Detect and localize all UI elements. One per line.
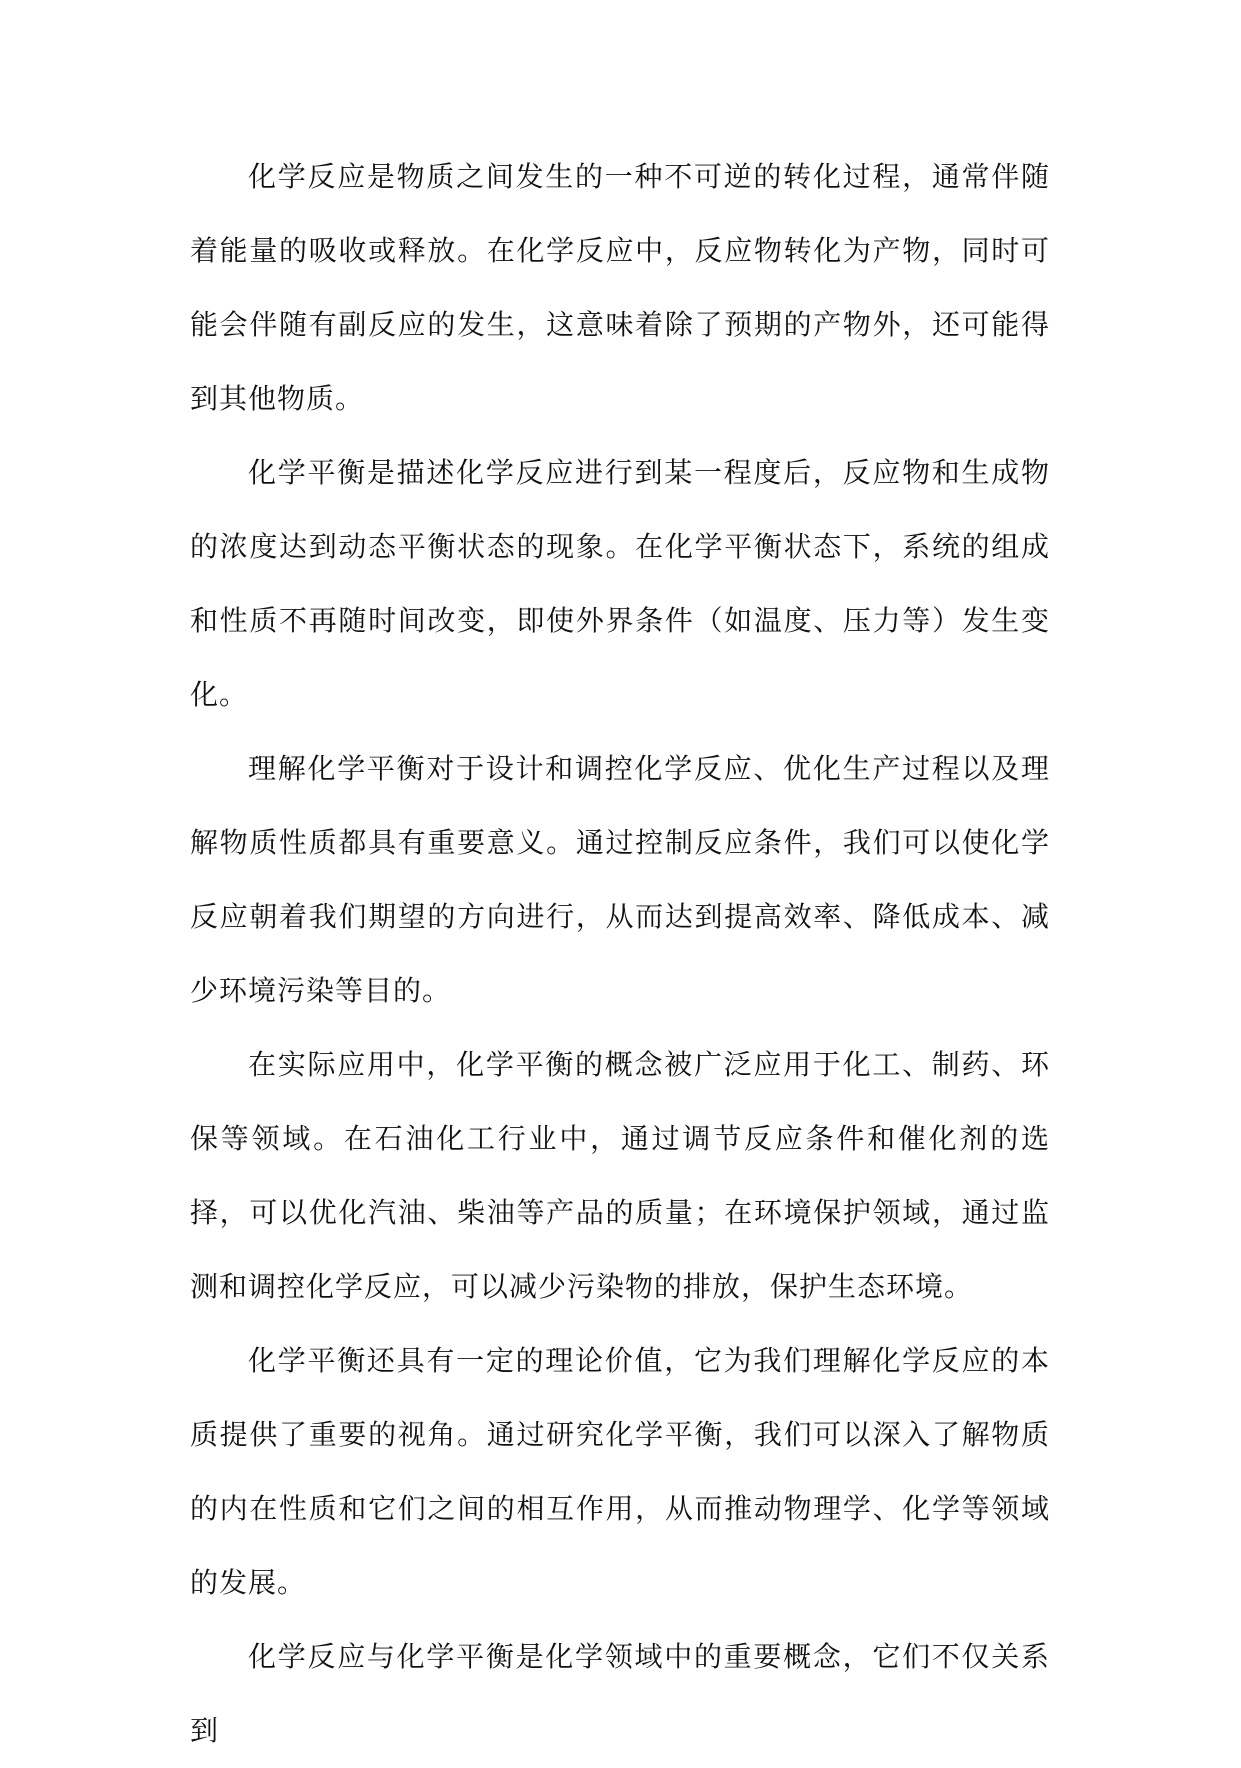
paragraph-conclusion-start: 化学反应与化学平衡是化学领域中的重要概念，它们不仅关系到 xyxy=(190,1640,1050,1747)
paragraph-applications: 在实际应用中，化学平衡的概念被广泛应用于化工、制药、环保等领域。在石油化工行业中，通过调节反应条件和催化剂的选择，可以优化汽油、柴油等产品的质量；在环境保护领域，通过监测和调控化学反应，可以减少污染物的排放，保护生态环境。 xyxy=(190,1048,1050,1303)
document-body xyxy=(190,140,1050,1768)
paragraph-chemical-reaction: 化学反应是物质之间发生的一种不可逆的转化过程，通常伴随着能量的吸收或释放。在化学反应中，反应物转化为产物，同时可能会伴随有副反应的发生，这意味着除了预期的产物外，还可能得到其他物质。 xyxy=(190,160,1050,415)
paragraph-understanding-equilibrium: 理解化学平衡对于设计和调控化学反应、优化生产过程以及理解物质性质都具有重要意义。通过控制反应条件，我们可以使化学反应朝着我们期望的方向进行，从而达到提高效率、降低成本、减少环境污染等目的。 xyxy=(190,752,1050,1007)
paragraph-theoretical-value: 化学平衡还具有一定的理论价值，它为我们理解化学反应的本质提供了重要的视角。通过研究化学平衡，我们可以深入了解物质的内在性质和它们之间的相互作用，从而推动物理学、化学等领域的发展。 xyxy=(190,1344,1050,1599)
paragraph-chemical-equilibrium: 化学平衡是描述化学反应进行到某一程度后，反应物和生成物的浓度达到动态平衡状态的现象。在化学平衡状态下，系统的组成和性质不再随时间改变，即使外界条件（如温度、压力等）发生变化。 xyxy=(190,456,1050,711)
